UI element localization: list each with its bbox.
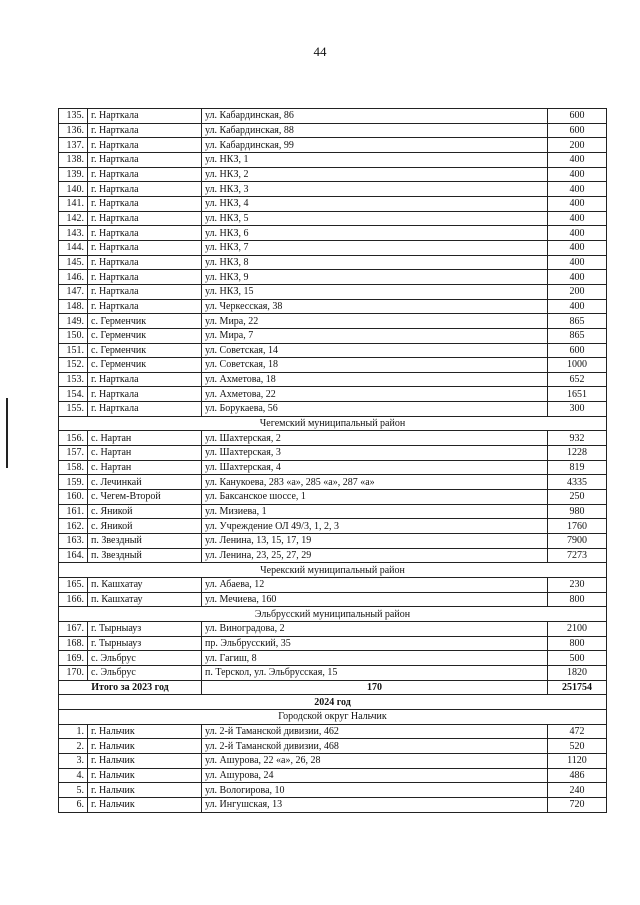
table-row [59, 138, 607, 153]
value-cell: 400 [548, 211, 607, 226]
section-title: Городской округ Нальчик [59, 709, 607, 724]
address-cell: ул. Абаева, 12 [202, 578, 548, 593]
settlement-cell: с. Герменчик [88, 328, 202, 343]
address-cell: ул. Советская, 18 [202, 358, 548, 373]
address-cell: ул. Кабардинская, 99 [202, 138, 548, 153]
row-number: 167. [59, 621, 88, 636]
value-cell: 500 [548, 651, 607, 666]
address-cell: ул. Мира, 7 [202, 328, 548, 343]
value-cell: 652 [548, 372, 607, 387]
settlement-cell: с. Герменчик [88, 314, 202, 329]
row-number: 135. [59, 109, 88, 124]
year-header-row [59, 695, 607, 710]
row-number: 139. [59, 167, 88, 182]
settlement-cell: п. Звездный [88, 548, 202, 563]
address-cell: ул. Мира, 22 [202, 314, 548, 329]
table-row [59, 519, 607, 534]
value-cell: 600 [548, 109, 607, 124]
settlement-cell: г. Нарткала [88, 402, 202, 417]
table-row [59, 402, 607, 417]
value-cell: 800 [548, 592, 607, 607]
section-title: Чегемский муниципальный район [59, 416, 607, 431]
table-body [59, 109, 607, 813]
row-number: 136. [59, 123, 88, 138]
settlement-cell: г. Тырныауз [88, 636, 202, 651]
row-number: 150. [59, 328, 88, 343]
value-cell: 200 [548, 138, 607, 153]
table-row [59, 797, 607, 812]
row-number: 170. [59, 665, 88, 680]
table-row [59, 724, 607, 739]
value-cell: 1120 [548, 753, 607, 768]
value-cell: 250 [548, 490, 607, 505]
value-cell: 800 [548, 636, 607, 651]
table-row [59, 783, 607, 798]
row-number: 142. [59, 211, 88, 226]
address-cell: ул. 2-й Таманской дивизии, 468 [202, 739, 548, 754]
table-row [59, 240, 607, 255]
row-number: 153. [59, 372, 88, 387]
table-row [59, 592, 607, 607]
address-cell: ул. НКЗ, 7 [202, 240, 548, 255]
settlement-cell: г. Нальчик [88, 783, 202, 798]
address-cell: ул. Виноградова, 2 [202, 621, 548, 636]
address-cell: ул. Вологирова, 10 [202, 783, 548, 798]
section-header-row [59, 709, 607, 724]
value-cell: 400 [548, 196, 607, 211]
settlement-cell: п. Кашхатау [88, 592, 202, 607]
table-row [59, 358, 607, 373]
address-cell: ул. НКЗ, 8 [202, 255, 548, 270]
settlement-cell: с. Яникой [88, 504, 202, 519]
address-cell: ул. Ингушская, 13 [202, 797, 548, 812]
settlement-cell: п. Кашхатау [88, 578, 202, 593]
value-cell: 300 [548, 402, 607, 417]
table-row [59, 475, 607, 490]
settlement-cell: г. Нальчик [88, 797, 202, 812]
settlement-cell: г. Нарткала [88, 270, 202, 285]
row-number: 151. [59, 343, 88, 358]
value-cell: 520 [548, 739, 607, 754]
address-cell: ул. Ашурова, 22 «а», 26, 28 [202, 753, 548, 768]
table-row [59, 548, 607, 563]
table-row [59, 299, 607, 314]
address-cell: ул. Ашурова, 24 [202, 768, 548, 783]
settlement-cell: с. Нартан [88, 460, 202, 475]
settlement-cell: п. Звездный [88, 534, 202, 549]
row-number: 158. [59, 460, 88, 475]
value-cell: 932 [548, 431, 607, 446]
settlement-cell: г. Нарткала [88, 387, 202, 402]
row-number: 168. [59, 636, 88, 651]
address-cell: ул. Мечиева, 160 [202, 592, 548, 607]
settlement-cell: г. Нарткала [88, 196, 202, 211]
row-number: 154. [59, 387, 88, 402]
value-cell: 1228 [548, 446, 607, 461]
table-row [59, 665, 607, 680]
value-cell: 1760 [548, 519, 607, 534]
address-cell: ул. 2-й Таманской дивизии, 462 [202, 724, 548, 739]
table-row [59, 504, 607, 519]
row-number: 3. [59, 753, 88, 768]
table-row [59, 372, 607, 387]
table-row [59, 490, 607, 505]
settlement-cell: с. Нартан [88, 431, 202, 446]
value-cell: 400 [548, 167, 607, 182]
settlement-cell: г. Нарткала [88, 182, 202, 197]
total-label: Итого за 2023 год [59, 680, 202, 695]
settlement-cell: г. Нарткала [88, 284, 202, 299]
settlement-cell: г. Нарткала [88, 240, 202, 255]
row-number: 163. [59, 534, 88, 549]
row-number: 157. [59, 446, 88, 461]
table-row [59, 768, 607, 783]
value-cell: 400 [548, 240, 607, 255]
address-cell: ул. Черкесская, 38 [202, 299, 548, 314]
row-number: 156. [59, 431, 88, 446]
address-cell: ул. Шахтерская, 2 [202, 431, 548, 446]
table-row [59, 431, 607, 446]
settlement-cell: г. Нарткала [88, 299, 202, 314]
row-number: 6. [59, 797, 88, 812]
section-header-row [59, 416, 607, 431]
value-cell: 865 [548, 328, 607, 343]
value-cell: 865 [548, 314, 607, 329]
address-cell: ул. Учреждение ОЛ 49/3, 1, 2, 3 [202, 519, 548, 534]
value-cell: 400 [548, 270, 607, 285]
row-number: 161. [59, 504, 88, 519]
settlement-cell: г. Нарткала [88, 152, 202, 167]
value-cell: 240 [548, 783, 607, 798]
row-number: 165. [59, 578, 88, 593]
value-cell: 7273 [548, 548, 607, 563]
address-cell: ул. Советская, 14 [202, 343, 548, 358]
row-number: 137. [59, 138, 88, 153]
table-row [59, 739, 607, 754]
table-row [59, 182, 607, 197]
total-value: 251754 [548, 680, 607, 695]
table-row [59, 196, 607, 211]
settlement-cell: г. Нальчик [88, 768, 202, 783]
total-count: 170 [202, 680, 548, 695]
settlement-cell: с. Лечинкай [88, 475, 202, 490]
table-row [59, 460, 607, 475]
section-header-row [59, 607, 607, 622]
settlement-cell: с. Яникой [88, 519, 202, 534]
table-row [59, 753, 607, 768]
table-row [59, 314, 607, 329]
table-row [59, 226, 607, 241]
settlement-cell: г. Нарткала [88, 226, 202, 241]
value-cell: 600 [548, 123, 607, 138]
address-cell: ул. Баксанское шоссе, 1 [202, 490, 548, 505]
row-number: 4. [59, 768, 88, 783]
address-cell: ул. Ленина, 13, 15, 17, 19 [202, 534, 548, 549]
row-number: 162. [59, 519, 88, 534]
table-row [59, 387, 607, 402]
table-row [59, 328, 607, 343]
settlement-cell: г. Нарткала [88, 211, 202, 226]
address-cell: ул. НКЗ, 15 [202, 284, 548, 299]
settlement-cell: г. Нальчик [88, 753, 202, 768]
value-cell: 819 [548, 460, 607, 475]
row-number: 152. [59, 358, 88, 373]
settlement-cell: г. Нарткала [88, 255, 202, 270]
address-cell: ул. НКЗ, 5 [202, 211, 548, 226]
section-title: Черекский муниципальный район [59, 563, 607, 578]
settlement-cell: с. Чегем-Второй [88, 490, 202, 505]
row-number: 159. [59, 475, 88, 490]
value-cell: 2100 [548, 621, 607, 636]
address-cell: ул. НКЗ, 2 [202, 167, 548, 182]
row-number: 140. [59, 182, 88, 197]
settlement-cell: с. Эльбрус [88, 665, 202, 680]
value-cell: 1000 [548, 358, 607, 373]
table-row [59, 211, 607, 226]
address-cell: ул. Канукоева, 283 «а», 285 «а», 287 «а» [202, 475, 548, 490]
table-row [59, 109, 607, 124]
row-number: 166. [59, 592, 88, 607]
address-cell: п. Терскол, ул. Эльбрусская, 15 [202, 665, 548, 680]
row-number: 5. [59, 783, 88, 798]
value-cell: 4335 [548, 475, 607, 490]
table-row [59, 167, 607, 182]
address-cell: ул. Шахтерская, 4 [202, 460, 548, 475]
settlement-cell: с. Эльбрус [88, 651, 202, 666]
settlement-cell: с. Герменчик [88, 358, 202, 373]
value-cell: 1651 [548, 387, 607, 402]
value-cell: 7900 [548, 534, 607, 549]
address-cell: ул. Шахтерская, 3 [202, 446, 548, 461]
address-cell: ул. Гагиш, 8 [202, 651, 548, 666]
settlement-cell: г. Нальчик [88, 739, 202, 754]
table-row [59, 123, 607, 138]
row-number: 141. [59, 196, 88, 211]
row-number: 144. [59, 240, 88, 255]
table-row [59, 621, 607, 636]
address-cell: ул. НКЗ, 1 [202, 152, 548, 167]
settlement-cell: г. Нарткала [88, 167, 202, 182]
settlement-cell: с. Нартан [88, 446, 202, 461]
value-cell: 720 [548, 797, 607, 812]
value-cell: 472 [548, 724, 607, 739]
table-row [59, 343, 607, 358]
row-number: 149. [59, 314, 88, 329]
value-cell: 980 [548, 504, 607, 519]
settlement-cell: с. Герменчик [88, 343, 202, 358]
table-row [59, 255, 607, 270]
housing-register-table [58, 108, 607, 813]
address-cell: ул. НКЗ, 9 [202, 270, 548, 285]
value-cell: 600 [548, 343, 607, 358]
section-header-row [59, 563, 607, 578]
row-number: 138. [59, 152, 88, 167]
value-cell: 400 [548, 299, 607, 314]
address-cell: ул. Мизиева, 1 [202, 504, 548, 519]
row-number: 169. [59, 651, 88, 666]
address-cell: ул. Ахметова, 18 [202, 372, 548, 387]
table-row [59, 446, 607, 461]
table-row [59, 651, 607, 666]
row-number: 155. [59, 402, 88, 417]
address-cell: ул. Борукаева, 56 [202, 402, 548, 417]
value-cell: 486 [548, 768, 607, 783]
value-cell: 230 [548, 578, 607, 593]
settlement-cell: г. Тырныауз [88, 621, 202, 636]
address-cell: ул. Ахметова, 22 [202, 387, 548, 402]
scan-margin-mark [6, 398, 8, 468]
year-title: 2024 год [59, 695, 607, 710]
total-row [59, 680, 607, 695]
settlement-cell: г. Нарткала [88, 123, 202, 138]
settlement-cell: г. Нарткала [88, 138, 202, 153]
page-number: 44 [313, 44, 327, 59]
settlement-cell: г. Нальчик [88, 724, 202, 739]
table-row [59, 636, 607, 651]
table-row [59, 578, 607, 593]
value-cell: 400 [548, 226, 607, 241]
address-cell: ул. Кабардинская, 88 [202, 123, 548, 138]
table-row [59, 152, 607, 167]
address-cell: ул. НКЗ, 6 [202, 226, 548, 241]
settlement-cell: г. Нарткала [88, 372, 202, 387]
value-cell: 200 [548, 284, 607, 299]
row-number: 147. [59, 284, 88, 299]
address-cell: пр. Эльбрусский, 35 [202, 636, 548, 651]
row-number: 164. [59, 548, 88, 563]
settlement-cell: г. Нарткала [88, 109, 202, 124]
table-row [59, 284, 607, 299]
row-number: 2. [59, 739, 88, 754]
table-row [59, 270, 607, 285]
section-title: Эльбрусский муниципальный район [59, 607, 607, 622]
address-cell: ул. Ленина, 23, 25, 27, 29 [202, 548, 548, 563]
row-number: 148. [59, 299, 88, 314]
row-number: 146. [59, 270, 88, 285]
value-cell: 400 [548, 255, 607, 270]
table-row [59, 534, 607, 549]
row-number: 143. [59, 226, 88, 241]
address-cell: ул. НКЗ, 4 [202, 196, 548, 211]
row-number: 160. [59, 490, 88, 505]
value-cell: 400 [548, 152, 607, 167]
row-number: 1. [59, 724, 88, 739]
value-cell: 400 [548, 182, 607, 197]
value-cell: 1820 [548, 665, 607, 680]
row-number: 145. [59, 255, 88, 270]
address-cell: ул. НКЗ, 3 [202, 182, 548, 197]
address-cell: ул. Кабардинская, 86 [202, 109, 548, 124]
